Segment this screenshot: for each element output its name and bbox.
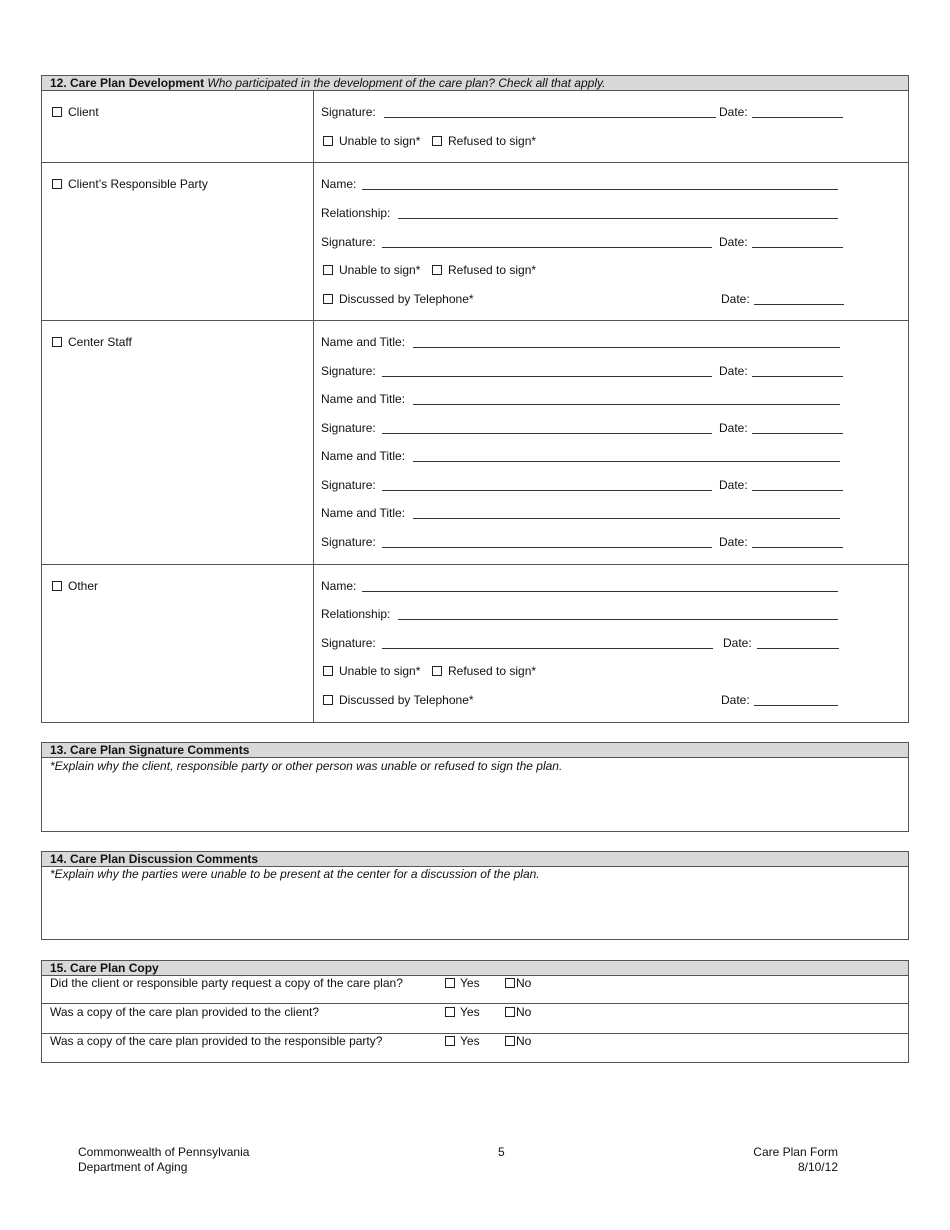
responsible-telephone-date-line[interactable] [754,304,844,305]
section-13-header [41,742,909,758]
section-14-title: 14. Care Plan Discussion Comments [50,852,259,866]
yes-label: Yes [460,976,480,990]
name-title-label: Name and Title: [321,449,406,463]
section-12-title: 12. Care Plan Development [50,76,205,90]
q1-yes-checkbox[interactable] [445,978,455,988]
no-label: No [516,976,532,990]
date-label: Date: [719,535,748,549]
responsible-unable-checkbox[interactable] [323,265,333,275]
staff-date-line[interactable] [752,376,843,377]
name-title-label: Name and Title: [321,392,406,406]
footer-department: Department of Aging [78,1160,188,1174]
refused-label: Refused to sign* [448,664,537,678]
staff-signature-line[interactable] [382,547,712,548]
staff-name-title-line[interactable] [413,347,840,348]
unable-label: Unable to sign* [339,134,421,148]
no-label: No [516,1005,532,1019]
staff-name-title-line[interactable] [413,404,840,405]
name-label: Name: [321,579,357,593]
copy-question: Was a copy of the care plan provided to the client? [50,1005,320,1019]
other-unable-checkbox[interactable] [323,666,333,676]
page-number: 5 [498,1145,505,1159]
other-telephone-date-line[interactable] [754,705,838,706]
other-refused-checkbox[interactable] [432,666,442,676]
date-label: Date: [719,235,748,249]
section-13-title: 13. Care Plan Signature Comments [50,743,250,757]
staff-date-line[interactable] [752,490,843,491]
signature-label: Signature: [321,636,376,650]
q3-no-checkbox[interactable] [505,1036,515,1046]
footer-form-date: 8/10/12 [797,1160,838,1174]
row-divider [41,1003,909,1004]
row-divider [41,162,909,163]
staff-signature-line[interactable] [382,490,712,491]
other-label: Other [68,579,99,593]
name-title-label: Name and Title: [321,335,406,349]
client-signature-line[interactable] [384,117,716,118]
responsible-signature-line[interactable] [382,247,712,248]
footer-form-name: Care Plan Form [753,1145,838,1159]
date-label: Date: [721,693,750,707]
yes-label: Yes [460,1034,480,1048]
section-15-header [41,960,909,976]
date-label: Date: [719,105,748,119]
date-label: Date: [719,364,748,378]
staff-name-title-line[interactable] [413,518,840,519]
client-unable-checkbox[interactable] [323,136,333,146]
staff-signature-line[interactable] [382,376,712,377]
q2-yes-checkbox[interactable] [445,1007,455,1017]
footer-agency: Commonwealth of Pennsylvania [78,1145,250,1159]
staff-date-line[interactable] [752,547,843,548]
responsible-telephone-checkbox[interactable] [323,294,333,304]
client-label: Client [68,105,99,119]
section-14-note: *Explain why the parties were unable to be present at the center for a discussion of the plan. [50,867,540,881]
other-relationship-line[interactable] [398,619,838,620]
responsible-refused-checkbox[interactable] [432,265,442,275]
refused-label: Refused to sign* [448,134,537,148]
name-label: Name: [321,177,357,191]
signature-label: Signature: [321,364,376,378]
date-label: Date: [719,478,748,492]
section-14-header [41,851,909,867]
staff-date-line[interactable] [752,433,843,434]
q3-yes-checkbox[interactable] [445,1036,455,1046]
section-12-subtitle: Who participated in the development of the care plan? Check all that apply. [207,76,606,90]
responsible-name-line[interactable] [362,189,838,190]
name-title-label: Name and Title: [321,506,406,520]
other-name-line[interactable] [362,591,838,592]
unable-label: Unable to sign* [339,664,421,678]
client-date-line[interactable] [752,117,843,118]
signature-label: Signature: [321,478,376,492]
no-label: No [516,1034,532,1048]
other-checkbox[interactable] [52,581,62,591]
unable-label: Unable to sign* [339,263,421,277]
signature-label: Signature: [321,105,376,119]
copy-question: Was a copy of the care plan provided to the responsible party? [50,1034,383,1048]
client-refused-checkbox[interactable] [432,136,442,146]
row-divider [41,320,909,321]
signature-label: Signature: [321,535,376,549]
other-signature-line[interactable] [382,648,713,649]
column-divider [313,90,314,722]
signature-label: Signature: [321,235,376,249]
section-13-note: *Explain why the client, responsible party or other person was unable or refused to sign the plan. [50,759,563,773]
relationship-label: Relationship: [321,206,391,220]
center-staff-checkbox[interactable] [52,337,62,347]
center-staff-label: Center Staff [68,335,132,349]
responsible-party-label: Client’s Responsible Party [68,177,208,191]
relationship-label: Relationship: [321,607,391,621]
section-12-header [41,75,909,91]
section-15-title: 15. Care Plan Copy [50,961,159,975]
copy-question: Did the client or responsible party request a copy of the care plan? [50,976,403,990]
telephone-label: Discussed by Telephone* [339,292,474,306]
other-date-line[interactable] [757,648,839,649]
yes-label: Yes [460,1005,480,1019]
refused-label: Refused to sign* [448,263,537,277]
staff-name-title-line[interactable] [413,461,840,462]
q1-no-checkbox[interactable] [505,978,515,988]
telephone-label: Discussed by Telephone* [339,693,474,707]
row-divider [41,564,909,565]
staff-signature-line[interactable] [382,433,712,434]
responsible-party-checkbox[interactable] [52,179,62,189]
date-label: Date: [723,636,752,650]
responsible-relationship-line[interactable] [398,218,838,219]
date-label: Date: [721,292,750,306]
date-label: Date: [719,421,748,435]
responsible-date-line[interactable] [752,247,843,248]
client-checkbox[interactable] [52,107,62,117]
q2-no-checkbox[interactable] [505,1007,515,1017]
signature-label: Signature: [321,421,376,435]
other-telephone-checkbox[interactable] [323,695,333,705]
